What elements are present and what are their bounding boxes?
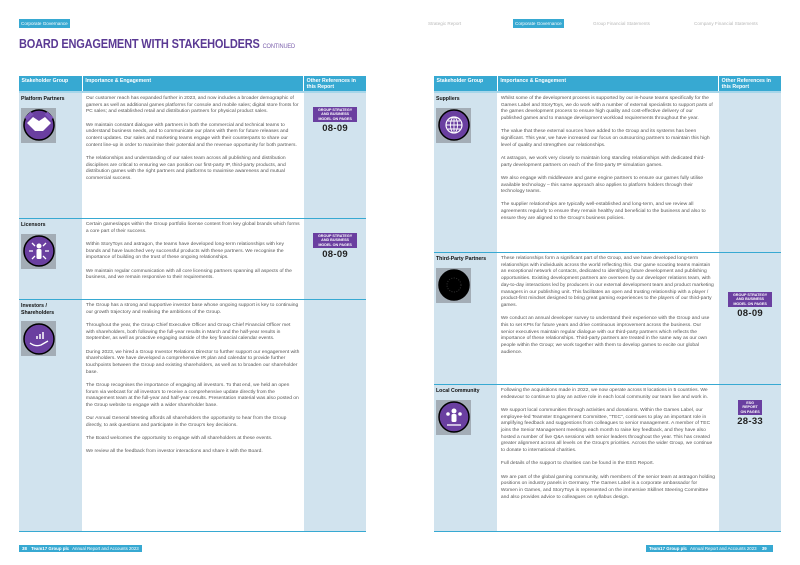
engagement-cell: [498, 253, 718, 384]
reference-badge-link[interactable]: ESG REPORT ON PAGES: [738, 400, 762, 415]
report-name: Annual Report and Accounts 2023: [72, 546, 139, 551]
engagement-cell: [498, 93, 718, 252]
engagement-paragraph: The Group recognises the importance of engaging all investors. To that end, we held an open forum via webcast for all investors to receive a comprehensive update directly from the management team at the full-year and half-year results. Presentation material was also posted on the Group website to engage with a wider shareholder base.: [85, 382, 299, 408]
col-refs: Other References in this Report: [304, 76, 366, 91]
engagement-cell: [83, 93, 303, 218]
stakeholder-group-cell: [19, 93, 82, 218]
engagement-paragraph: The supplier relationships are typically well-established and long-term, and we review all agreements regularly to ensure they remain healthy and beneficial to the business and also to ensure they are aligned to the Group's business policies.: [500, 202, 706, 221]
col-group: Stakeholder Group: [19, 76, 82, 91]
stakeholder-group-name: Investors / Shareholders: [21, 303, 55, 316]
engagement-paragraph: These relationships form a significant part of the Group, and we have developed long-term relationships with individuals across the world reflecting this. Our game scouting teams maintain an exceptional network of contacts, dedicated to identifying future development and publishing opportunities. Existing development partners are overseen by our developer relations team, with day-to-day interactions led by producers in our external development team and product marketing managers in our publishing unit. This facilitates an open and trusting relationship with a player / product-first mindset designed to bring great gaming experiences to the players of our third-party games.: [500, 256, 714, 308]
reference-pages[interactable]: 08-09: [322, 249, 348, 261]
page-number: 38: [22, 546, 27, 551]
col-group: Stakeholder Group: [434, 76, 497, 91]
reference-badge-link[interactable]: GROUP STRATEGY AND BUSINESS MODEL ON PAGES: [728, 292, 772, 307]
engagement-paragraph: The Group has a strong and supportive investor base whose ongoing support is key to continuing our growth trajectory and realising the ambitions of the Group.: [85, 303, 299, 315]
stakeholder-group-cell: [434, 253, 497, 384]
network-icon: [436, 268, 471, 303]
hand-chart-icon: [21, 321, 56, 356]
title-text: BOARD ENGAGEMENT WITH STAKEHOLDERS: [19, 37, 260, 51]
engagement-paragraph: Following the acquisitions made in 2022, we now operate across 8 locations in 5 countries. We endeavour to continue to play an active role in each local community our team live and work in.: [500, 388, 709, 400]
stakeholder-group-cell: [434, 385, 497, 531]
engagement-paragraph: We maintain regular communication with all core licensing partners spanning all aspects of the business, and we remain responsive to their requirements.: [85, 268, 292, 281]
engagement-paragraph: We support local communities through activities and donations. Within the Games Label, our employee-led Teamster Engagement Committee, "TEC", continues to play an important role in amplifying feedback and suggestions from colleagues to senior management. A member of TEC joins the Senior Management meetings each month to raise key feedback, and they have also hosted a number of live Q&A sessions with senior leaders throughout the year. This has created greater alignment across all levels on the Group's priorities. Across the wider Group, we continue to donate to international charities.: [500, 407, 713, 454]
title-suffix: CONTINUED: [262, 43, 296, 50]
references-cell: [719, 253, 781, 384]
stakeholder-group-cell: [19, 219, 82, 299]
engagement-paragraph: Throughout the year, the Group Chief Executive Officer and Group Chief Financial Officer met with shareholders, both following the full-year results in March and the half-year results in September, as well as proactive engaging outside of the key financial calendar events.: [85, 322, 291, 342]
engagement-paragraph: At astragon, we work very closely to maintain long standing relationships with dedicated third-party development partners on each of the first-party IP simulation games.: [500, 155, 706, 168]
person-arrows-icon: [21, 234, 56, 269]
stakeholder-table-right: [434, 76, 781, 532]
reference-pages[interactable]: 08-09: [737, 308, 763, 320]
nav-group-financial-statements[interactable]: Group Financial Statements: [593, 21, 650, 26]
globe-icon: [436, 108, 471, 143]
engagement-paragraph: The value that these external sources have added to the Group and its systems has been significant. This year, we have increased our focus on outsourcing partners to maintain this high level of quality and strengthen our relationships.: [500, 129, 710, 148]
engagement-cell: [83, 219, 303, 299]
references-cell: [304, 300, 366, 531]
stakeholder-group-name: Suppliers: [436, 96, 460, 102]
reference-pages[interactable]: 28-33: [737, 416, 763, 428]
reference-badge-link[interactable]: GROUP STRATEGY AND BUSINESS MODEL ON PAGES: [313, 107, 357, 122]
page-title: [19, 37, 295, 51]
references-cell: [719, 93, 781, 252]
engagement-paragraph: We are part of the global gaming community, with members of the senior team at astragon holding positions on industry panels in Germany. The Games Label is a corporate ambassador for Women in Games, and StoryToys is represented on the immersive Skillnet Steering Committee and also provides advice to colleagues on syllabus design.: [500, 474, 715, 500]
stakeholder-group-name: Licensors: [21, 222, 46, 228]
engagement-paragraph: Full details of the support to charities can be found in the ESG Report.: [500, 461, 654, 467]
engagement-paragraph: We conduct an annual developer survey to understand their experience with the Group and use this to set KPIs for future years and drive continuous improvement across the business. Our senior executives maintain regular dialogue with our third-party partners which reflects the importance of these relationships. Third-party partners are treated in the same way as our own people within the Group; we work together with them to develop games to excite our global audience.: [500, 316, 710, 355]
references-cell: [719, 385, 781, 531]
engagement-paragraph: The Board welcomes the opportunity to engage with all shareholders at these events.: [85, 436, 273, 442]
handshake-icon: [21, 108, 56, 143]
engagement-paragraph: We maintain constant dialogue with partners in both the commercial and technical teams to understand business needs, and to communicate our plans with them for future releases and content updates. Our sales and marketing teams engage with their counterparts to share our content line-up in order to maximise their potential and the revenue opportunity for both partners.: [85, 122, 297, 148]
table-row: [434, 253, 781, 385]
engagement-cell: [498, 385, 718, 531]
references-cell: [304, 93, 366, 218]
nav-corporate-governance[interactable]: Corporate Governance: [515, 21, 562, 26]
reference-pages[interactable]: 08-09: [322, 123, 348, 135]
col-engagement: Importance & Engagement: [83, 76, 303, 91]
engagement-paragraph: Our Annual General Meeting affords all shareholders the opportunity to hear from the Group directly, to ask questions and participate in the Group's key decisions.: [85, 416, 287, 428]
engagement-paragraph: Our customer reach has expanded further in 2023, and now includes a broader demographic of gamers as well as additional games platforms for console and mobile sales; digital store fronts for PC sales; and established retail and distribution partners for physical product sales.: [85, 96, 299, 115]
table-header: [434, 76, 781, 93]
community-icon: [436, 400, 471, 435]
stakeholder-group-cell: [434, 93, 497, 252]
table-row: [19, 300, 366, 532]
footer-right: [646, 545, 773, 552]
stakeholder-group-cell: [19, 300, 82, 531]
report-name: Annual Report and Accounts 2023: [689, 546, 757, 551]
table-row: [434, 93, 781, 253]
nav-strategic-report-label[interactable]: Strategic Report: [428, 21, 462, 26]
page-number: 39: [761, 546, 767, 551]
stakeholder-group-name: Local Community: [436, 388, 480, 394]
engagement-paragraph: Within StoryToys and astragon, the teams have developed long-term relationships with key brands and have launched very successful products with these partners. We recognise the importance of building on the trust of these ongoing relationships.: [85, 241, 284, 261]
engagement-paragraph: The relationships and understanding of our sales team across all publishing and distribution disciplines are critical to ensuring we can position our first-party IP, third-party products, and distribution games with the right partners and platforms to maximise awareness and mutual commercial success.: [85, 155, 286, 182]
engagement-paragraph: Whilst some of the development process is supported by our in-house teams specifically for the Games Label and StoryToys, we do work with a number of external specialists to support parts of the games development process to ensure high quality and cost-effective delivery of our published games and to manage development workload requirements throughout the year.: [500, 96, 713, 122]
table-row: [19, 219, 366, 300]
table-row: [434, 385, 781, 532]
col-engagement: Importance & Engagement: [498, 76, 718, 91]
company-name: Team17 Group plc: [649, 546, 687, 551]
table-header: [19, 76, 366, 93]
engagement-paragraph: Certain games/apps within the Group portfolio license content from key global brands which forms a core part of their success.: [85, 222, 300, 234]
company-name: Team17 Group plc: [31, 546, 70, 551]
table-row: [19, 93, 366, 219]
nav-company-financial-statements[interactable]: Company Financial Statements: [694, 21, 758, 26]
engagement-cell: [83, 300, 303, 531]
col-refs: Other References in this Report: [719, 76, 781, 91]
reference-badge-link[interactable]: GROUP STRATEGY AND BUSINESS MODEL ON PAGES: [313, 233, 357, 248]
engagement-paragraph: We also engage with middleware and game engine partners to ensure our games fully utilise available technology – this same approach also applies to platform holders through their technology teams.: [500, 175, 704, 195]
engagement-paragraph: We review all the feedback from investor interactions and share it with the Board.: [85, 449, 263, 455]
references-cell: [304, 219, 366, 299]
stakeholder-group-name: Third-Party Partners: [436, 256, 487, 262]
section-tag: Corporate Governance: [21, 21, 68, 26]
footer-left: [19, 545, 142, 552]
engagement-paragraph: During 2023, we hired a Group Investor Relations Director to further support our engagement with shareholders. We have developed a comprehensive IR plan and calendar to provide further touchpoints between the Group and existing shareholders, as well as to broaden our shareholder base.: [85, 349, 300, 375]
stakeholder-table-left: [19, 76, 366, 532]
stakeholder-group-name: Platform Partners: [21, 96, 65, 102]
